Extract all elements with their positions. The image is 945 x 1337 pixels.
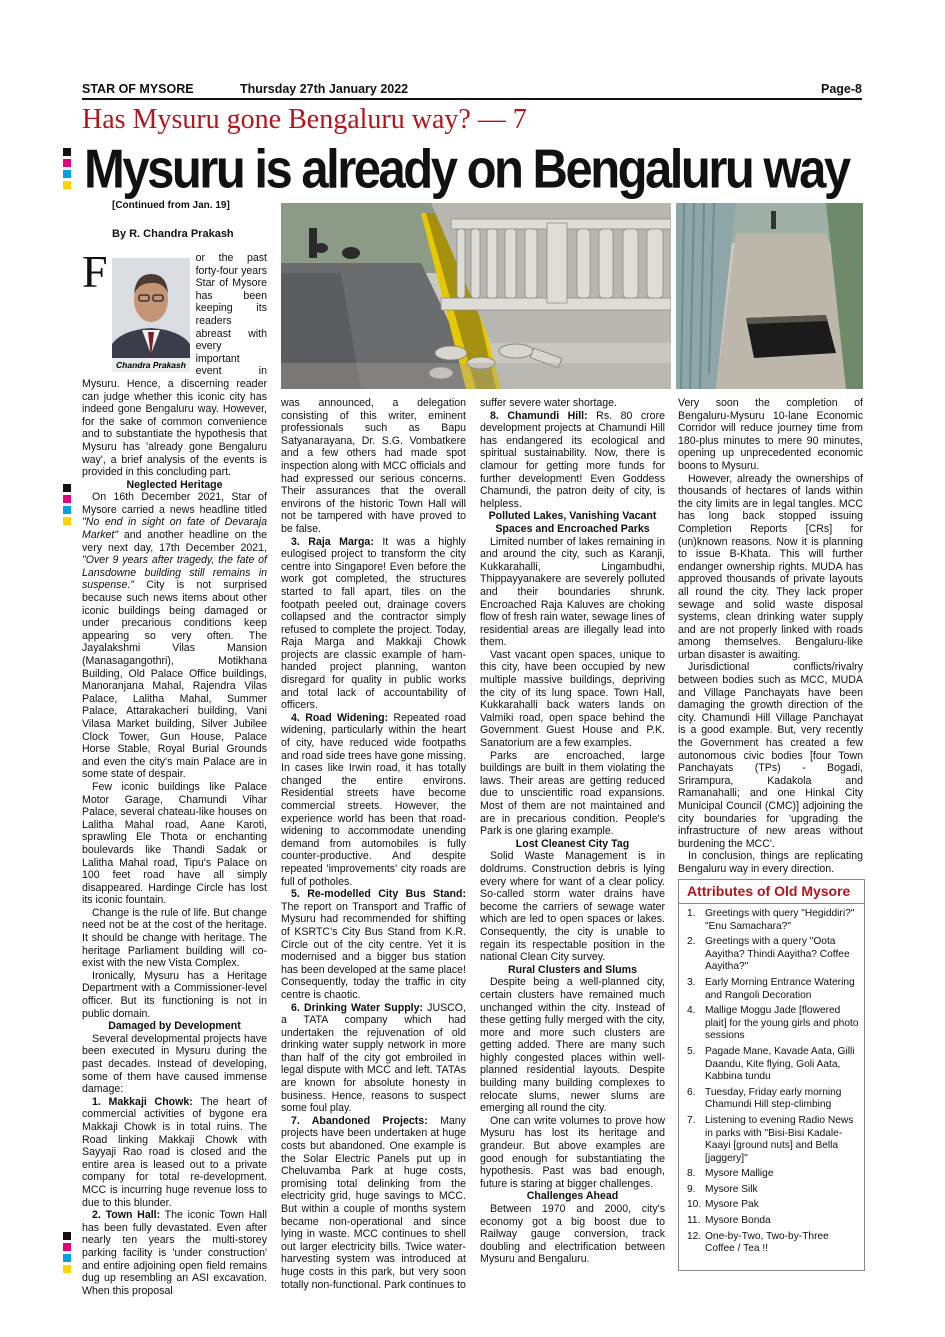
paragraph: Solid Waste Management is in doldrums. Construction debris is lying every where for want of a clear policy. So-called storm water drains have become the carriers of sewage water which are led to open spaces or lakes. Consequently, the city is unable to regain its respectable position in the national Clean City survey. — [480, 850, 665, 964]
subhead-neglected-heritage: Neglected Heritage — [126, 478, 223, 491]
paragraph: Ironically, Mysuru has a Heritage Department with a Commissioner-level officer. But its functioning is not in public domain. — [82, 969, 267, 1020]
paragraph: Jurisdictional conflicts/rivalry between bodies such as MCC, MUDA and Village Panchayats have been damaging the growth direction of the city. Chamundi Hill Village Panchayat is a good example. But, very recently the Government has created a few autonomous civic bodies [four Town Panchayats (TPs) - Bogadi, Srirampura, Kadakola and Ramanahalli; and one Hinkal City Municipal Council (CMC)] adjoining the city boundaries for 'upgrading the infrastructure of new areas without burdening the MCC'. — [678, 661, 863, 850]
attribute-number: 7. — [687, 1114, 696, 1126]
paragraph: Vast vacant open spaces, unique to this city, have been occupied by new multiple massive buildings, depriving the city of its lung space. Town Hall, Kukkarahalli back waters lands on Valmiki road, open space behind the Government Guest House and P.K. Sanatorium are a few examples. — [480, 648, 665, 750]
attribute-text: One-by-Two, Two-by-Three Coffee / Tea !! — [705, 1230, 829, 1255]
author-portrait — [112, 258, 190, 372]
page-number: Page-8 — [821, 82, 862, 96]
attribute-text: Early Morning Entrance Watering and Rangoli Decoration — [705, 976, 855, 1001]
subhead-damaged-by-development: Damaged by Development — [108, 1020, 241, 1033]
continued-note: [Continued from Jan. 19] — [112, 200, 230, 211]
subhead-rural-clusters: Rural Clusters and Slums — [508, 963, 637, 976]
attribute-text: Mysore Mallige — [705, 1168, 774, 1180]
subhead-lost-cleanest-city-tag: Lost Cleanest City Tag — [515, 837, 630, 850]
attribute-text: Greetings with a query "Oota Aayitha? Thindi Aayitha? Coffee Aayitha?" — [705, 936, 850, 973]
attribute-text: Listening to evening Radio News in parks with "Bisi-Bisi Kadale-Kaayi [ground nuts] and Bella [jaggery]" — [705, 1114, 854, 1164]
attribute-text: Mysore Silk — [705, 1183, 758, 1195]
subhead-challenges-ahead: Challenges Ahead — [526, 1190, 619, 1203]
attribute-number: 2. — [687, 936, 696, 948]
paragraph: Between 1970 and 2000, city's economy got a big boost due to Railway gauge conversion, track doubling and electrification between Mysuru and Bengaluru. — [480, 1203, 665, 1266]
attribute-item — [687, 1199, 860, 1212]
color-registration-marks — [63, 148, 71, 192]
list-item: 2. Town Hall: The iconic Town Hall has been fully devastated. Even after nearly ten years the multi-storey parking facility is 'under construction' and entire adjoining open field remains dug up resembling an ASI excavation. When this proposal — [82, 1209, 267, 1297]
headline: Mysuru is already on Bengaluru way — [84, 139, 849, 200]
paragraph: On 16th December 2021, Star of Mysore carried a news headline titled "No end in sight on fate of Devaraja Market" and another headline on the very next day, 17th December 2021, "Over 9 years after tragedy, the fate of Lansdowne building still remains in suspense." City is not surprised because such news items about other iconic buildings being damaged or under precarious conditions keep appearing so very often. The Jayalakshmi Vilas Mansion (Manasagangothri), Motikhana Building, Old Palace Office buildings, Manoranjana Mahal, Rajendra Vilas Palace, Lalitha Mahal, Summer Palace, Attarakacheri building, Vani Vilasa Market building, Silver Jubilee Clock Tower, Gun House, Palace Horse Stable, Royal Burial Grounds and even the city's main Palace are in some state of despair. — [82, 491, 267, 781]
attribute-text: Mallige Moggu Jade [flowered plait] for the young girls and photo sessions — [705, 1005, 859, 1042]
photo-broken-balustrade — [281, 203, 671, 389]
paragraph: suffer severe water shortage. — [480, 397, 618, 409]
list-item: 8. Chamundi Hill: Rs. 80 crore development projects at Chamundi Hill has endangered its ecological and spiritual sustainability. Now, there is clamour for getting more funds for further development! Even Goddess Chamundi, the patron deity of city, is helpless. — [480, 409, 665, 510]
attributes-box-title: Attributes of Old Mysore — [679, 880, 864, 904]
attribute-item — [687, 1184, 860, 1197]
portrait-caption: Chandra Prakash — [115, 360, 186, 370]
attributes-list — [679, 904, 864, 1256]
photo-open-drain-walkway — [676, 203, 863, 389]
paragraph: Parks are encroached, large buildings are built in them violating the laws. Their areas are getting reduced due to unscientific road expansions. Most of them are not maintained and are in precarious condition. People's Park is one glaring example. — [480, 749, 665, 838]
color-registration-marks — [63, 1232, 71, 1276]
attribute-item — [687, 936, 860, 974]
attribute-number: 12. — [687, 1230, 702, 1242]
column-2 — [281, 397, 466, 1291]
column-3 — [480, 397, 665, 1266]
attribute-item — [687, 908, 860, 933]
attribute-number: 11. — [687, 1215, 701, 1227]
attribute-number: 10. — [687, 1199, 702, 1211]
list-item: 5. Re-modelled City Bus Stand: The report on Transport and Traffic of Mysuru had recommended for shifting of KSRTC's City Bus Stand from K.R. Circle out of the city centre. Yet it is modernised and a bigger bus station has been developed at the same place! Consequently, today the traffic in city centre is chaotic. — [281, 888, 466, 1001]
attribute-item — [687, 1231, 860, 1256]
attribute-item — [687, 1215, 860, 1228]
paragraph: Change is the rule of life. But change need not be at the cost of the heritage. It should be change with heritage. The heritage Parliament building will co-exist with the new Vista Complex. — [82, 906, 267, 970]
attribute-number: 8. — [687, 1168, 696, 1180]
paragraph: One can write volumes to prove how Mysuru has lost its heritage and grandeur. But above examples are good enough for substantiating the hypothesis. Past was bad enough, future is staring at bigger challenges. — [480, 1114, 665, 1190]
paragraph: In conclusion, things are replicating Bengaluru way in every direction. — [678, 850, 863, 875]
list-item: 6. Drinking Water Supply: JUSCO, a TATA company which had undertaken the rejuvenation of old drinking water supply network in more than half of the city got embroiled in legal dispute with MCC and left. TATAs are known for absolute honesty in business. Hence, reasons to suspect some foul play. — [281, 1001, 466, 1115]
list-item: 7. Abandoned Projects: Many projects have been undertaken at huge costs but abandoned. One example is the Solar Electric Panels put up in Cheluvamba Park at huge costs, promising total delinking from the electricity grid, huge savings to MCC. But within a couple of months system became non-operational and since lying in waste. MCC continues to shell out larger electricity bills. Twice water-harvesting system was introduced at huge costs in this park, but very soon totally non-functional. Park continues to — [281, 1114, 466, 1291]
color-registration-marks — [63, 484, 71, 528]
paragraph: Several developmental projects have been executed in Mysuru during the past decades. Instead of developing, some of them have caused immense damage: — [82, 1032, 267, 1096]
paragraph: Few iconic buildings like Palace Motor Garage, Chamundi Vihar Palace, several chateau-like houses on Lalitha Mahal road, Aane Karoti, sprawling Ele Thota or enchanting boulevards like Thandi Sadak or Lalitha Mahal road, Tipu's Palace on 100 feet road have all simply disappeared. Hardinge Circle has lost its iconic fountain. — [82, 780, 267, 907]
column-1 — [82, 246, 267, 1297]
attribute-item — [687, 1046, 860, 1084]
attribute-text: Tuesday, Friday early morning Chamundi Hill step-climbing — [705, 1086, 842, 1111]
attribute-item — [687, 1005, 860, 1043]
attribute-text: Pagade Mane, Kavade Aata, Gilli Daandu, Kite flying, Goli Aata, Kabbina tundu — [705, 1045, 855, 1083]
column-4 — [678, 397, 863, 876]
attributes-box — [678, 879, 865, 1271]
attribute-number: 5. — [687, 1045, 696, 1057]
attribute-item — [687, 977, 860, 1002]
subhead-polluted-lakes: Polluted Lakes, Vanishing Vacant Spaces and Encroached Parks — [488, 510, 657, 535]
attribute-item — [687, 1168, 860, 1181]
attribute-number: 3. — [687, 976, 696, 988]
attribute-number: 6. — [687, 1086, 696, 1098]
page-header — [82, 80, 862, 100]
newspaper-name: STAR OF MYSORE — [82, 82, 194, 96]
issue-date: Thursday 27th January 2022 — [240, 82, 409, 96]
attribute-text: Greetings with query "Hegiddiri?" "Enu Samachara?" — [705, 908, 855, 932]
list-item: 1. Makkaji Chowk: The heart of commercial activities of bygone era Makkaji Chowk is in total ruins. The Road linking Makkaji Chowk with Sayyaji Rao road is closed and the entire area is leased out to a private company for total re-development. MCC is incurring huge revenue loss to due to this blunder. — [82, 1095, 267, 1209]
series-kicker: Has Mysuru gone Bengaluru way? — 7 — [82, 104, 527, 135]
list-item: 3. Raja Marga: It was a highly eulogised project to transform the city centre into Singapore! Even before the work got completed, the structures started to fall apart, tiles on the footpath peeled out, drainage covers collapsed and the contractor simply refused to complete the project. Today, Raja Marga and Makkaji Chowk projects are classic example of ham-handed project planning, wanton disregard for quality in public works and total lack of accountability of officers. — [281, 535, 466, 712]
paragraph: was announced, a delegation consisting of this writer, eminent professionals such as Bapu Satyanarayana, Dr. S.G. Vombatkere and a few others had made spot inspection along with MCC officials and had expressed our serious concerns. Their assurances that the overall environs of the historic Town Hall will not be tampered with have proved to be false. — [281, 397, 466, 535]
attribute-item — [687, 1087, 860, 1112]
attribute-number: 9. — [687, 1183, 696, 1195]
attribute-text: Mysore Bonda — [705, 1215, 771, 1227]
attribute-text: Mysore Pak — [705, 1199, 759, 1211]
paragraph: Despite being a well-planned city, certain clusters have remained much unchanged within the city. Instead of these getting fully merged with the city, more and more such clusters are getting added. There are many such highly congested places within well-planned residential layouts. Despite building many building complexes to relocate slums, newer slums are emerging all round the city. — [480, 976, 665, 1115]
attribute-item — [687, 1115, 860, 1165]
attribute-number: 4. — [687, 1005, 696, 1017]
paragraph: However, already the ownerships of thousands of hectares of lands within the city limits are in legal tangles. MCC has long back stopped issuing Completion Reports [CRs] for (un)known reasons. Now it is planning to issue B-Khata. This will further endanger ownership rights. MUDA has approved thousands of private layouts all round the city. They lack proper sewage and solid waste disposal systems, clean drinking water supply and are not properly linked with roads among themselves. Bengaluru-like urban disaster is awaiting. — [678, 472, 863, 661]
drop-cap: F — [82, 246, 108, 297]
paragraph: Limited number of lakes remaining in and around the city, such as Karanji, Kukkarahalli, Lingambudhi, Thippayyanakere are severely polluted and their boundaries shrunk. Encroached Raja Kaluves are choking flow of fresh rain water, sewage lines of residential areas are illegally lead into them. — [480, 535, 665, 649]
paragraph: Very soon the completion of Bengaluru-Mysuru 10-lane Economic Corridor will reduce journey time from 180-plus minutes to mere 90 minutes, opening up unprecedented economic boons to Mysuru. — [678, 397, 863, 472]
list-item: 4. Road Widening: Repeated road widening, particularly within the heart of city, have reduced wide footpaths and road side trees have gone missing. In cases like Irwin road, it has totally changed the entire environs. Residential streets have become commercial streets. However, the experience world has been that road-widening to accommodate unending demand from automobiles is fully counter-productive. And despite repeated 'improvements' city roads are full of potholes. — [281, 711, 466, 888]
byline: By R. Chandra Prakash — [112, 228, 234, 240]
intro-paragraph: or the past forty-four years Star of Mysore has been keeping its readers abreast with every important event in Mysuru. Hence, a discerning reader can judge whether this iconic city has indeed gone Bengaluru way. However, for the sake of common convenience and to substantiate the hypothesis that Mysuru has 'already gone Bengaluru way', a brief analysis of the events is provided in this concluding part. — [82, 252, 267, 479]
attribute-number: 1. — [687, 908, 696, 919]
